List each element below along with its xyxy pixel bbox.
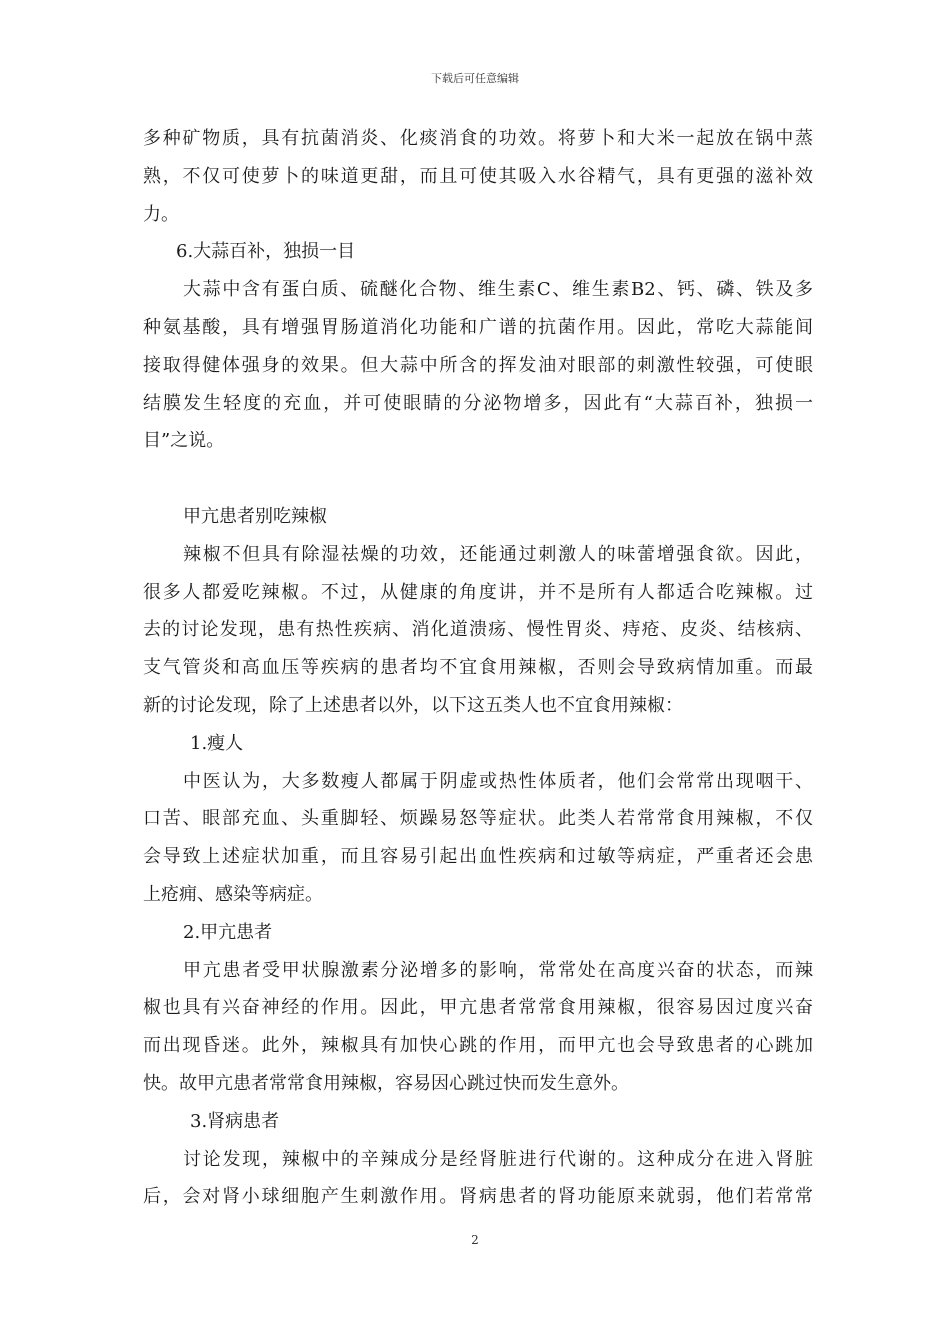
text-line: 很多人都爱吃辣椒。不过，从健康的角度讲，并不是所有人都适合吃辣椒。过 bbox=[143, 581, 813, 603]
text-line: 2.甲亢患者 bbox=[183, 921, 273, 943]
text-line: 甲亢患者别吃辣椒 bbox=[183, 505, 327, 527]
document-body bbox=[143, 120, 813, 1216]
blank-line bbox=[143, 460, 813, 498]
text-line: 甲亢患者受甲状腺激素分泌增多的影响，常常处在高度兴奋的状态，而辣 bbox=[183, 959, 813, 981]
text-line: 椒也具有兴奋神经的作用。因此，甲亢患者常常食用辣椒，很容易因过度兴奋 bbox=[143, 997, 813, 1019]
text-line: 会导致上述症状加重，而且容易引起出血性疾病和过敏等病症，严重者还会患 bbox=[143, 846, 813, 868]
page-number: 2 bbox=[471, 1233, 479, 1247]
text-line: 熟，不仅可使萝卜的味道更甜，而且可使其吸入水谷精气，具有更强的滋补效 bbox=[143, 165, 813, 187]
text-line: 后，会对肾小球细胞产生刺激作用。肾病患者的肾功能原来就弱，他们若常常 bbox=[143, 1186, 813, 1208]
text-line: 目”之说。 bbox=[143, 430, 225, 452]
text-line: 大蒜中含有蛋白质、硫醚化合物、维生素C、维生素B2、钙、磷、铁及多 bbox=[183, 279, 813, 301]
text-line: 支气管炎和高血压等疾病的患者均不宜食用辣椒，否则会导致病情加重。而最 bbox=[143, 657, 813, 679]
text-line: 接取得健体强身的效果。但大蒜中所含的挥发油对眼部的刺激性较强，可使眼 bbox=[143, 354, 813, 376]
text-line: 新的讨论发现，除了上述患者以外，以下这五类人也不宜食用辣椒： bbox=[143, 694, 683, 716]
text-line: 而出现昏迷。此外，辣椒具有加快心跳的作用，而甲亢也会导致患者的心跳加 bbox=[143, 1035, 813, 1057]
text-line: 种氨基酸，具有增强胃肠道消化功能和广谱的抗菌作用。因此，常吃大蒜能间 bbox=[143, 316, 813, 338]
text-line: 力。 bbox=[143, 203, 179, 225]
text-line: 多种矿物质，具有抗菌消炎、化痰消食的功效。将萝卜和大米一起放在锅中蒸 bbox=[143, 128, 813, 149]
text-line: 去的讨论发现，患有热性疾病、消化道溃疡、慢性胃炎、痔疮、皮炎、结核病、 bbox=[143, 619, 813, 641]
text-line: 1.瘦人 bbox=[190, 732, 244, 754]
text-line: 口苦、眼部充血、头重脚轻、烦躁易怒等症状。此类人若常常食用辣椒，不仅 bbox=[143, 808, 813, 830]
page-header: 下载后可任意编辑 bbox=[431, 72, 519, 85]
text-line: 结膜发生轻度的充血，并可使眼睛的分泌物增多，因此有“大蒜百补，独损一 bbox=[143, 392, 813, 414]
text-line: 辣椒不但具有除湿祛燥的功效，还能通过刺激人的味蕾增强食欲。因此， bbox=[183, 543, 813, 565]
text-line: 讨论发现，辣椒中的辛辣成分是经肾脏进行代谢的。这种成分在进入肾脏 bbox=[183, 1148, 813, 1170]
text-line: 6.大蒜百补，独损一目 bbox=[176, 241, 356, 263]
text-line: 中医认为，大多数瘦人都属于阴虚或热性体质者，他们会常常出现咽干、 bbox=[183, 770, 813, 792]
text-line: 3.肾病患者 bbox=[190, 1110, 280, 1132]
text-line: 上疮痈、感染等病症。 bbox=[143, 883, 323, 905]
text-line: 快。故甲亢患者常常食用辣椒，容易因心跳过快而发生意外。 bbox=[143, 1072, 629, 1094]
